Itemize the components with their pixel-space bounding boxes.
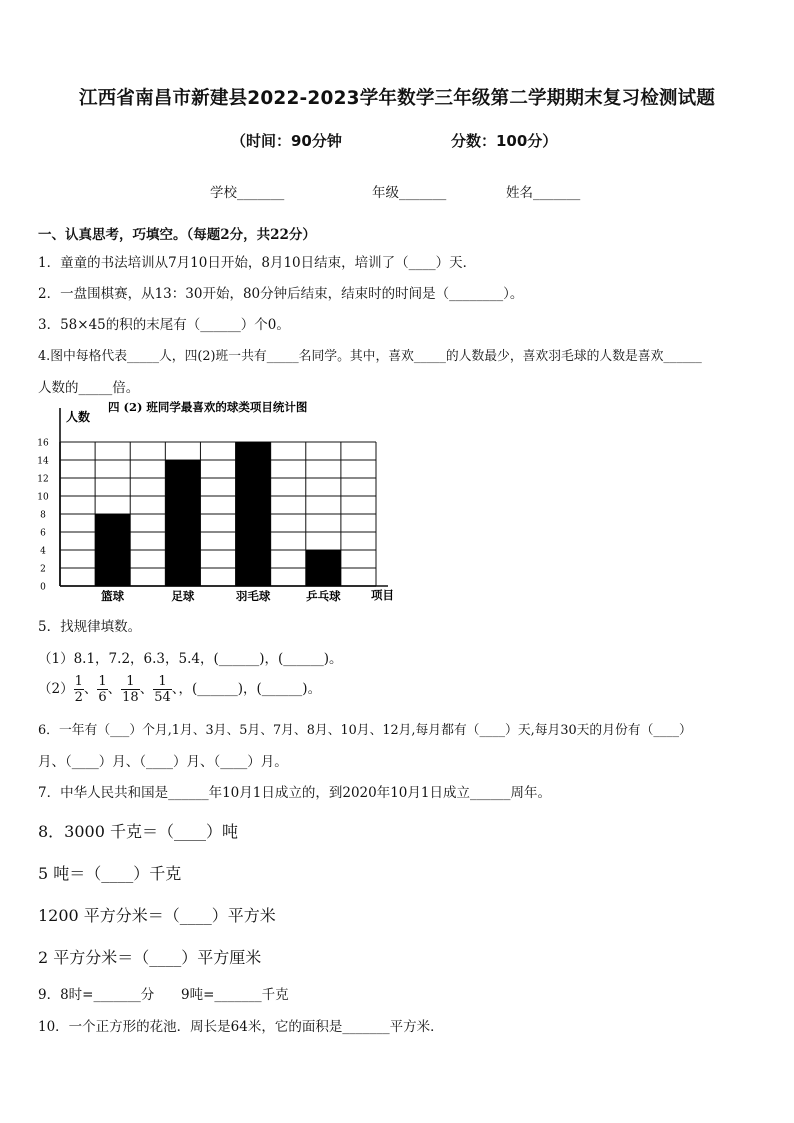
fraction-denominator: 2 (74, 690, 83, 705)
question-9-a: 9．8时=_______分 (38, 987, 155, 1003)
question-6-line-2: 月、（____）月、（____）月、（____）月。 (38, 754, 288, 770)
y-tick-label: 14 (37, 456, 49, 467)
y-tick-label: 2 (40, 564, 46, 575)
q5-2-prefix: （2） (38, 681, 74, 697)
y-tick-label: 4 (40, 546, 46, 557)
question-8-2: 5 吨＝（____）千克 (38, 864, 182, 883)
x-tick-label: 乒乓球 (306, 589, 341, 603)
question-4-line-2: 人数的_____倍。 (38, 380, 140, 396)
bar-乒乓球 (306, 550, 341, 586)
y-tick-label: 6 (40, 528, 46, 539)
question-6-line-1: 6．一年有（___）个月,1月、3月、5月、7月、8月、10月、12月,每月都有（____）天,每月30天的月份有（____） (38, 723, 692, 738)
y-tick-label: 8 (40, 510, 46, 521)
y-tick-label: 10 (37, 492, 49, 503)
fraction (121, 674, 140, 705)
chart-title: 四 (2) 班同学最喜欢的球类项目统计图 (108, 400, 308, 414)
question-2: 2．一盘围棋赛，从13：30开始，80分钟后结束，结束时的时间是（________）。 (38, 286, 524, 302)
fraction-denominator: 54 (154, 690, 171, 705)
y-tick-label: 16 (37, 438, 49, 449)
question-5: 5．找规律填数。 (38, 619, 142, 635)
bar-篮球 (95, 514, 130, 586)
chart-x-label: 项目 (371, 588, 394, 602)
question-4-line-1: 4.图中每格代表_____人，四(2)班一共有_____名同学。其中，喜欢_____的人数最少，喜欢羽毛球的人数是喜欢______ (38, 349, 702, 364)
fraction-denominator: 18 (122, 690, 139, 705)
page-title: 江西省南昌市新建县2022-2023学年数学三年级第二学期期末复习检测试题 (78, 88, 716, 109)
question-5-part-2 (38, 674, 321, 705)
fraction (74, 674, 84, 705)
y-tick-label: 0 (40, 582, 46, 593)
name-field: 姓名_______ (506, 185, 581, 201)
question-3: 3．58×45的积的末尾有（______）个0。 (38, 317, 290, 333)
question-8-1: 8．3000 千克＝（____）吨 (38, 822, 238, 841)
x-tick-label: 篮球 (101, 589, 125, 603)
question-8-4: 2 平方分米＝（____）平方厘米 (38, 948, 262, 967)
fraction-numerator: 1 (74, 674, 83, 689)
grade-field: 年级_______ (372, 185, 447, 201)
question-5-part-1: （1）8.1，7.2，6.3，5.4，(______)，(______)。 (38, 651, 343, 667)
chart-y-label: 人数 (66, 410, 91, 424)
fraction-numerator: 1 (121, 674, 140, 690)
y-tick-label: 12 (37, 474, 49, 485)
fraction-numerator: 1 (98, 674, 107, 689)
fraction-separator: 、 (83, 681, 98, 697)
school-field: 学校_______ (210, 185, 285, 201)
x-tick-label: 足球 (171, 589, 195, 603)
fraction-sequence (74, 674, 179, 705)
section-heading: 一、认真思考，巧填空。（每题2分，共22分） (38, 227, 316, 243)
fraction-separator: 、 (139, 681, 154, 697)
exam-time: （时间：90分钟 (231, 132, 342, 150)
chart-y-ticks (37, 439, 49, 593)
q5-2-suffix: ，(______)，(______)。 (178, 681, 322, 697)
exam-score: 分数：100分） (451, 132, 558, 150)
fraction-separator: 、 (107, 681, 122, 697)
fraction-numerator: 1 (153, 674, 172, 690)
x-tick-label: 羽毛球 (235, 589, 271, 603)
fraction-denominator: 6 (98, 690, 107, 705)
question-7: 7．中华人民共和国是______年10月1日成立的，到2020年10月1日成立______周年。 (38, 785, 551, 801)
question-10: 10．一个正方形的花池．周长是64米，它的面积是_______平方米． (38, 1019, 444, 1035)
question-9-b: 9吨=_______千克 (181, 987, 289, 1003)
bar-羽毛球 (236, 442, 271, 586)
question-1: 1．童童的书法培训从7月10日开始，8月10日结束，培训了（____）天． (38, 255, 477, 271)
fraction (97, 674, 107, 705)
bar-足球 (165, 460, 200, 586)
fraction (153, 674, 172, 705)
fraction-separator: 、 (171, 681, 179, 697)
bar-chart (28, 396, 408, 606)
question-8-3: 1200 平方分米＝（____）平方米 (38, 906, 276, 925)
chart-x-labels (101, 589, 341, 603)
